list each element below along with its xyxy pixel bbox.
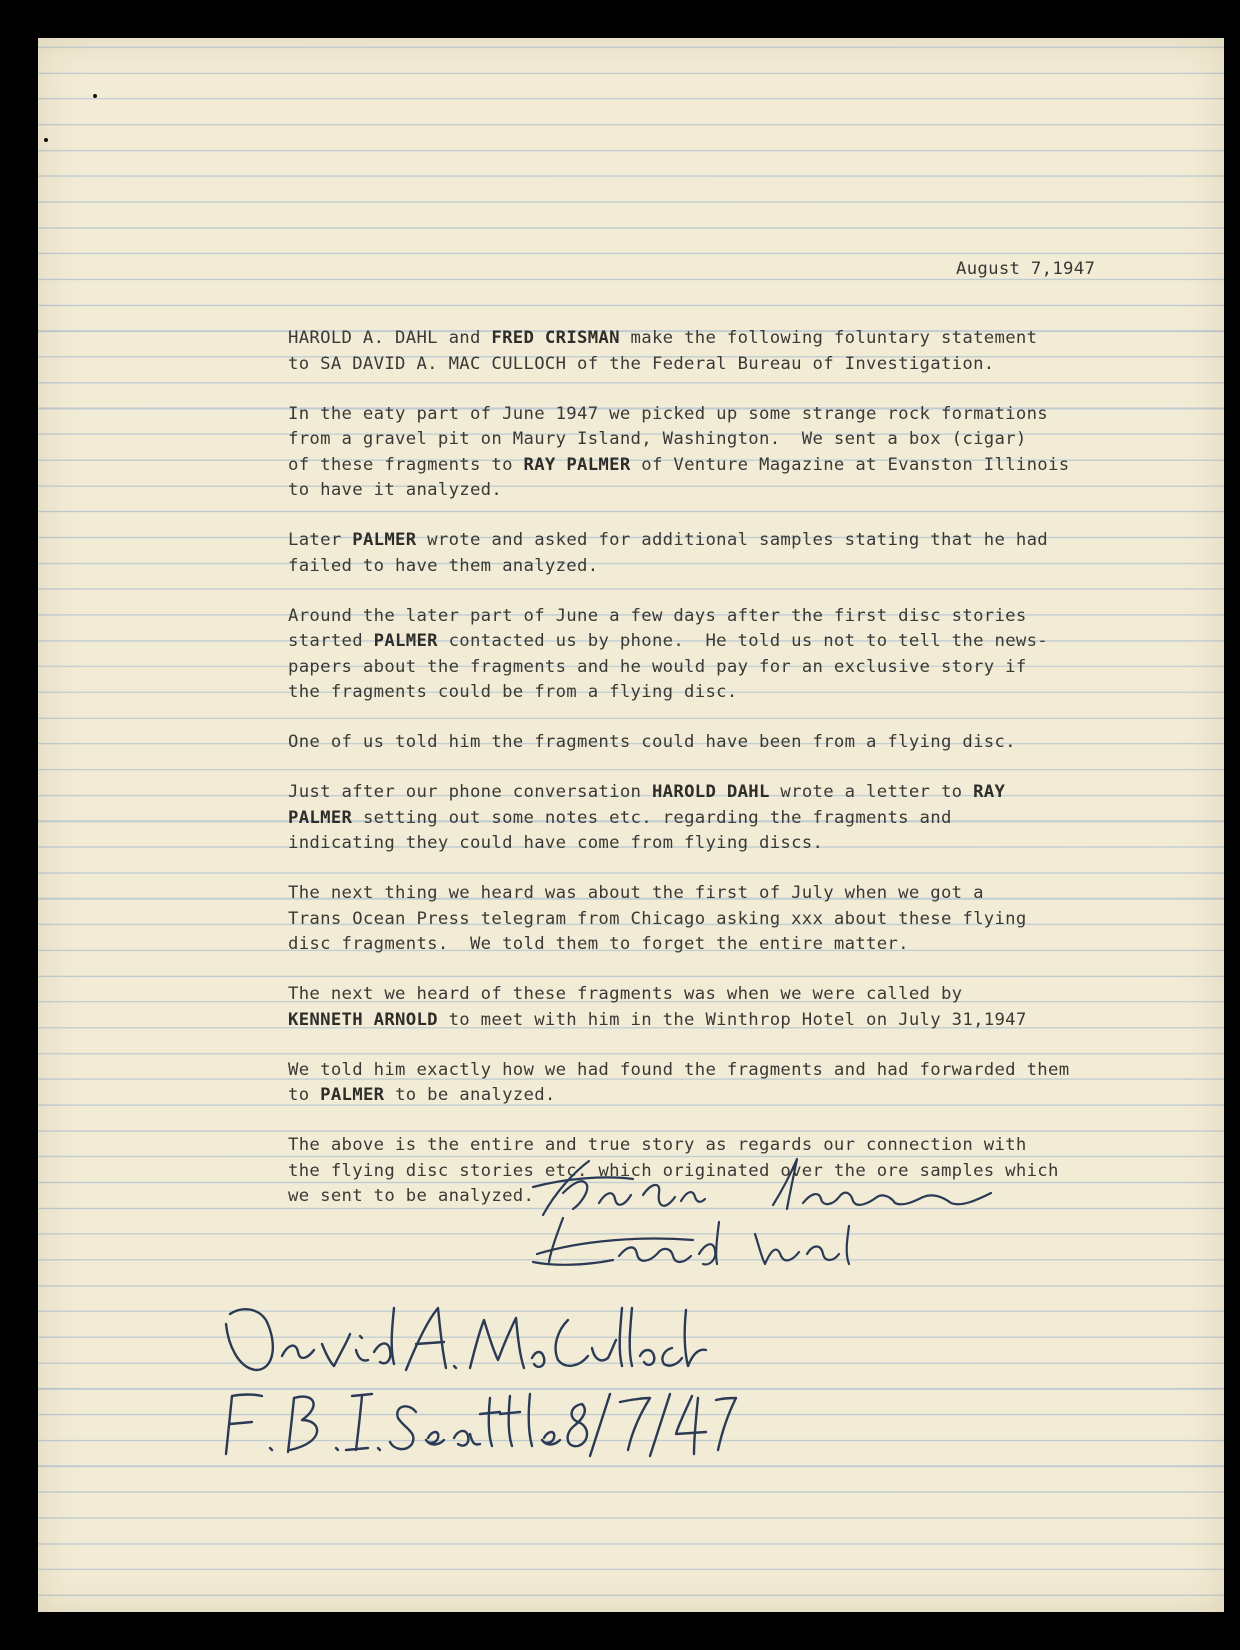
- statement-paragraph: [288, 402, 1069, 504]
- typed-line: [288, 402, 1069, 428]
- typed-text: Around the later part of June a few days after the first disc stories: [288, 605, 1027, 626]
- typed-line: [288, 907, 1069, 933]
- typed-line: [288, 604, 1069, 630]
- typed-line: [288, 1008, 1069, 1034]
- typed-text: of these fragments to: [288, 454, 524, 475]
- typed-text: the fragments could be from a flying disc.: [288, 682, 738, 702]
- signature-david-mac-culloch: [218, 1300, 718, 1390]
- paper-speck: [93, 94, 97, 98]
- statement-paragraph: [288, 881, 1069, 958]
- typed-text: started: [288, 631, 374, 651]
- typed-line: [288, 1083, 1069, 1109]
- typed-line: [288, 528, 1069, 554]
- statement-paragraph: [288, 528, 1069, 579]
- typed-line: [288, 655, 1069, 681]
- typed-name-emphasis: KENNETH ARNOLD: [288, 1009, 438, 1030]
- statement-date: August 7,1947: [956, 259, 1096, 279]
- typed-text: setting out some notes etc. regarding the fragments and: [352, 807, 952, 828]
- typed-name-emphasis: PALMER: [320, 1085, 385, 1105]
- typed-line: [288, 478, 1069, 504]
- typed-text: to: [288, 1085, 321, 1105]
- typed-name-emphasis: RAY PALMER: [523, 454, 631, 475]
- typed-name-emphasis: PALMER: [288, 807, 353, 828]
- statement-paragraph: [288, 730, 1069, 756]
- statement-paragraph: [288, 780, 1069, 857]
- typed-name-emphasis: HAROLD DAHL: [651, 782, 770, 802]
- typed-line: [288, 629, 1069, 655]
- typed-text: The above is the entire and true story as regards our connection with: [288, 1135, 1027, 1155]
- typed-text: from a gravel pit on Maury Island, Washington. We sent a box (cigar): [288, 429, 1027, 449]
- paper-speck: [44, 138, 48, 142]
- typed-line: [288, 881, 1069, 907]
- typed-text: to have it analyzed.: [288, 480, 503, 500]
- typed-text: contacted us by phone. He told us not to tell the news-: [437, 631, 1049, 651]
- statement-paragraph: [288, 604, 1069, 706]
- typed-name-emphasis: FRED CRISMAN: [491, 328, 620, 348]
- typed-line: [288, 554, 1069, 580]
- typed-name-emphasis: RAY: [973, 782, 1006, 802]
- typed-text: HAROLD A. DAHL: [288, 328, 438, 348]
- typed-text: Just after our phone conversation: [288, 782, 652, 802]
- typed-line: [288, 427, 1069, 453]
- typed-text: One of us told him the fragments could have been from a flying disc.: [288, 732, 1016, 752]
- typed-line: [288, 730, 1069, 756]
- typed-line: [288, 806, 1069, 832]
- typed-text: disc fragments. We told them to forget the entire matter.: [288, 934, 909, 954]
- typed-text: we sent to be analyzed.: [288, 1186, 535, 1206]
- typed-text: the flying disc stories etc. which originated over the ore samples which: [288, 1160, 1059, 1181]
- typed-text: The next thing we heard was about the first of July when we got a: [288, 883, 984, 903]
- typed-text: papers about the fragments and he would pay for an exclusive story if: [288, 656, 1027, 677]
- typed-line: [288, 453, 1069, 479]
- typed-line: [288, 352, 1069, 378]
- typed-line: [288, 932, 1069, 958]
- typed-line: [288, 1058, 1069, 1084]
- typed-text: wrote and asked for additional samples stating that he had: [416, 530, 1049, 550]
- signature-fbi-seattle-date: [218, 1384, 738, 1464]
- typed-line: [288, 831, 1069, 857]
- statement-paragraph: [288, 326, 1069, 377]
- typed-text: Later: [288, 530, 353, 550]
- typed-text: The next we heard of these fragments was when we were called by: [288, 984, 963, 1004]
- typed-line: [288, 326, 1069, 352]
- typed-text: and: [437, 328, 492, 348]
- typed-line: [288, 982, 1069, 1008]
- typed-text: of Venture Magazine at Evanston Illinois: [630, 454, 1070, 475]
- typed-text: We told him exactly how we had found the fragments and had forwarded them: [288, 1059, 1070, 1080]
- typed-text: In the eaty part of June 1947 we picked up some strange rock formations: [288, 403, 1048, 424]
- typed-line: [288, 780, 1069, 806]
- statement-body: [288, 326, 1069, 1234]
- typed-text: to meet with him in the Winthrop Hotel on July 31,1947: [437, 1009, 1027, 1030]
- typed-text: indicating they could have come from flying discs.: [288, 833, 824, 853]
- typed-name-emphasis: PALMER: [373, 631, 438, 651]
- typed-text: make the following foluntary statement: [619, 328, 1038, 348]
- signature-harold-dahl: [523, 1210, 953, 1280]
- typed-name-emphasis: PALMER: [352, 530, 417, 550]
- statement-paragraph: [288, 982, 1069, 1033]
- typed-text: to be analyzed.: [384, 1085, 556, 1105]
- lined-paper-sheet: [38, 38, 1224, 1612]
- typed-line: [288, 680, 1069, 706]
- typed-text: wrote a letter to: [769, 782, 974, 802]
- statement-paragraph: [288, 1058, 1069, 1109]
- typed-text: Trans Ocean Press telegram from Chicago asking xxx about these flying: [288, 908, 1027, 929]
- typed-text: failed to have them analyzed.: [288, 555, 599, 576]
- typed-text: to SA DAVID A. MAC CULLOCH of the Federal Bureau of Investigation.: [288, 353, 995, 374]
